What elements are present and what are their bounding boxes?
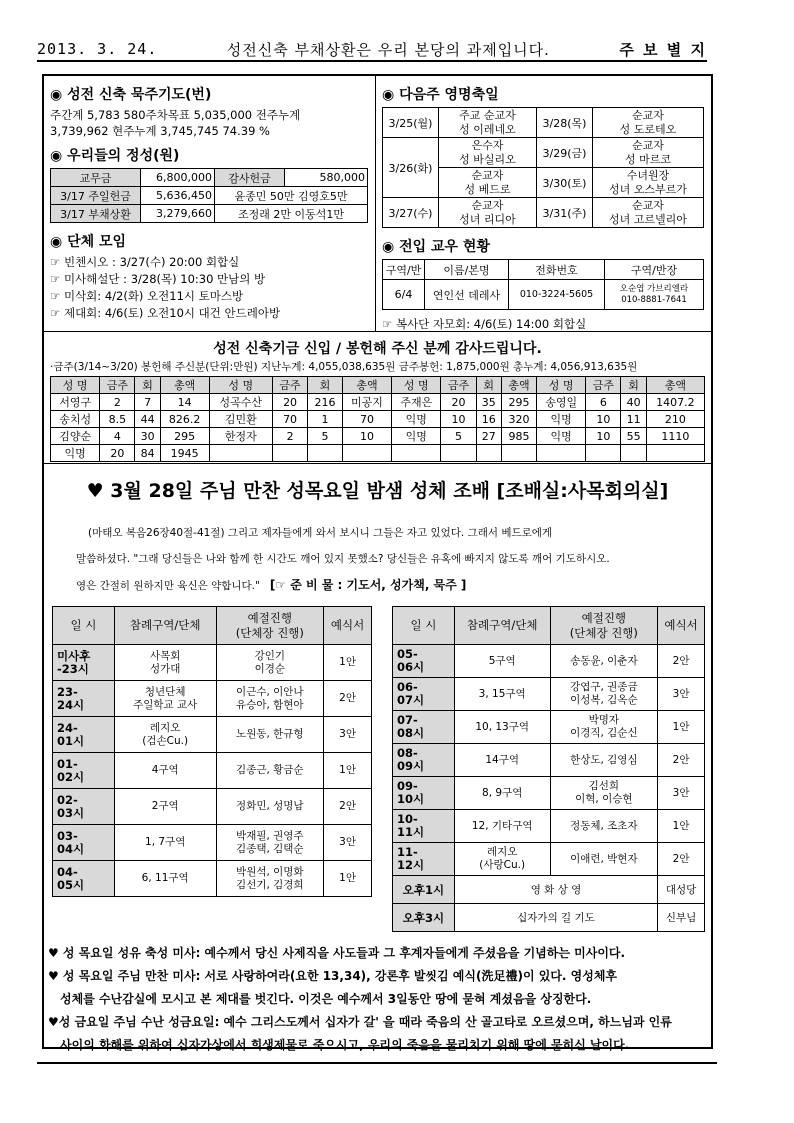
header-slogan: 성전신축 부채상환은 우리 본당의 과제입니다. <box>226 40 550 59</box>
left-info-box <box>44 76 376 332</box>
schedule-time: 23- 24시 <box>53 681 115 717</box>
schedule-cell: 대성당 <box>658 876 705 904</box>
donation-cell: 4 <box>100 428 135 445</box>
offering-cell: 5,636,450 <box>141 187 215 205</box>
donation-cell: 2 <box>100 394 135 411</box>
schedule-cell: 10, 13구역 <box>454 711 550 744</box>
schedule-cell: 1안 <box>324 645 372 681</box>
donation-cell: 210 <box>646 411 704 428</box>
note-line: ♥ 성 목요일 성유 축성 미사: 예수께서 당신 사제직을 사도들과 그 후계자들에게 주셨음을 기념하는 미사이다. <box>48 946 626 960</box>
schedule-cell: 사목회 성가대 <box>114 645 216 681</box>
donation-header: 총액 <box>646 377 704 394</box>
offering-cell: 3,279,660 <box>141 205 215 223</box>
offering-title: ◉ 우리들의 정성(원) <box>50 148 180 164</box>
schedule-cell: 3안 <box>324 717 372 753</box>
altar-server-note: ☞ 복사단 자모회: 4/6(토) 14:00 회합실 <box>382 317 587 331</box>
schedule-cell: 1안 <box>658 810 705 843</box>
schedule-table-right <box>392 606 705 932</box>
donation-header: 회 <box>308 377 343 394</box>
donation-cell: 10 <box>586 411 621 428</box>
groups-title: ◉ 단체 모임 <box>50 234 127 250</box>
schedule-cell: 정동체, 조초자 <box>550 810 658 843</box>
donation-cell: 1110 <box>646 428 704 445</box>
group-item: ☞ 빈첸시오 : 3/27(수) 20:00 회합실 <box>50 255 240 269</box>
schedule-cell: 십자가의 길 기도 <box>454 904 657 932</box>
donation-cell: 826.2 <box>160 411 209 428</box>
schedule-cell: 3, 15구역 <box>454 678 550 711</box>
offering-cell: 3/17 주일헌금 <box>51 187 141 205</box>
group-item: ☞ 제대회: 4/6(토) 오전10시 대건 안드레아방 <box>50 306 281 320</box>
note-line: 성체를 수난감실에 모시고 본 제대를 벗긴다. 이것은 예수께서 3일동안 땅에 묻혀 계셨음을 상징한다. <box>60 992 592 1006</box>
schedule-cell: 이애련, 박현자 <box>550 843 658 876</box>
schedule-time: 08- 09시 <box>393 744 455 777</box>
donation-header: 성 명 <box>537 377 586 394</box>
donation-cell: 10 <box>586 428 621 445</box>
feast-saint: 순교자 성 베드로 <box>439 168 537 198</box>
donation-cell: 1407.2 <box>646 394 704 411</box>
rosary-title: ◉ 성전 신축 묵주기도(번) <box>50 87 212 103</box>
donation-cell: 성곡수산 <box>209 394 272 411</box>
donation-header: 성 명 <box>209 377 272 394</box>
schedule-cell: 5구역 <box>454 645 550 678</box>
schedule-time: 10- 11시 <box>393 810 455 843</box>
donation-cell: 익명 <box>392 428 441 445</box>
donation-cell <box>342 445 391 462</box>
schedule-cell: 이근수, 이안나 유승아, 함현아 <box>216 681 324 717</box>
adoration-title: ♥ 3월 28일 주님 만찬 성목요일 밤샘 성체 조배 [조배실:사목회의실] <box>86 480 669 502</box>
donation-cell: 30 <box>135 428 160 445</box>
donation-header: 총액 <box>342 377 391 394</box>
donation-cell: 40 <box>621 394 646 411</box>
schedule-cell: 2안 <box>324 789 372 825</box>
schedule-time: 04- 05시 <box>53 861 115 897</box>
offering-cell: 조정래 2만 이동석1만 <box>215 205 368 223</box>
feast-date: 3/29(금) <box>537 138 593 168</box>
feast-saint: 순교자 성녀 리디아 <box>439 198 537 228</box>
schedule-header: 참례구역/단체 <box>454 607 550 645</box>
donation-cell: 익명 <box>537 411 586 428</box>
schedule-cell: 한상도, 김영심 <box>550 744 658 777</box>
donation-header: 회 <box>621 377 646 394</box>
donation-header: 회 <box>476 377 501 394</box>
schedule-header: 예식서 <box>324 607 372 645</box>
schedule-cell: 강엽구, 권종금 이성복, 김옥순 <box>550 678 658 711</box>
note-line: ♥ 성 목요일 주님 만찬 미사: 서로 사랑하여라(요한 13,34), 강론후 발씻김 예식(洗足禮)이 있다. 영성체후 <box>48 969 618 983</box>
donation-cell: 익명 <box>392 411 441 428</box>
feast-date: 3/30(토) <box>537 168 593 198</box>
verse-line-3: 영은 간절히 원하지만 육신은 약합니다." <box>76 580 260 592</box>
schedule-cell: 6, 11구역 <box>114 861 216 897</box>
feast-table <box>382 107 704 228</box>
schedule-time: 오후1시 <box>393 876 455 904</box>
feast-date: 3/26(화) <box>383 138 439 198</box>
holy-week-notes <box>48 942 712 1057</box>
transfer-cell: 오순엽 가브리엘라 010-8881-7641 <box>605 280 704 310</box>
schedule-cell: 정화민, 성명남 <box>216 789 324 825</box>
transfer-header: 구역/반장 <box>605 260 704 280</box>
donation-cell: 5 <box>308 428 343 445</box>
schedule-cell: 노원동, 한규형 <box>216 717 324 753</box>
donation-header: 금주 <box>100 377 135 394</box>
donation-header: 회 <box>135 377 160 394</box>
rosary-line-1: 주간계 5,783 580주차목표 5,035,000 전주누계 <box>50 108 301 122</box>
donation-cell: 김양순 <box>51 428 100 445</box>
donation-cell: 35 <box>476 394 501 411</box>
offering-table <box>50 168 368 223</box>
donation-cell: 익명 <box>537 428 586 445</box>
feast-date: 3/25(월) <box>383 108 439 138</box>
schedule-cell: 신부님 <box>658 904 705 932</box>
offering-cell: 580,000 <box>285 169 368 187</box>
schedule-cell: 2안 <box>324 681 372 717</box>
donation-cell: 295 <box>160 428 209 445</box>
transfer-title: ◉ 전입 교우 현황 <box>382 239 490 255</box>
schedule-header: 일 시 <box>393 607 455 645</box>
note-line: 사이의 화해를 위하여 십자가상에서 희생제물로 죽으시고, 우리의 죽음을 물리치기 위해 땅에 묻히신 날이다. <box>60 1038 630 1052</box>
donation-summary: ·금주(3/14~3/20) 봉헌해 주신분(단위:만원) 지난누계: 4,055,038,635원 금주봉헌: 1,875,000원 총누계: 4,056,913,635원 <box>50 361 638 373</box>
schedule-cell: 박원석, 이명화 김선기, 김경희 <box>216 861 324 897</box>
schedule-cell: 박재필, 권영주 김종택, 김택순 <box>216 825 324 861</box>
schedule-header: 예절진행 (단체장 진행) <box>216 607 324 645</box>
donation-cell: 주재은 <box>392 394 441 411</box>
schedule-cell: 1안 <box>324 861 372 897</box>
feast-date: 3/28(목) <box>537 108 593 138</box>
rosary-line-2: 3,739,962 현주누계 3,745,745 74.39 % <box>50 124 270 138</box>
schedule-time: 01- 02시 <box>53 753 115 789</box>
feast-date: 3/31(주) <box>537 198 593 228</box>
donation-header: 성 명 <box>51 377 100 394</box>
donation-cell <box>586 445 621 462</box>
verse-line-2: 말씀하셨다. "그래 당신들은 나와 함께 한 시간도 깨어 있지 못했소? 당신들은 유혹에 빠지지 않도록 깨어 기도하시오. <box>76 553 610 565</box>
offering-cell: 3/17 부채상환 <box>51 205 141 223</box>
donation-cell <box>273 445 308 462</box>
donation-cell: 20 <box>100 445 135 462</box>
schedule-header: 일 시 <box>53 607 115 645</box>
donation-cell <box>308 445 343 462</box>
schedule-cell: 김종근, 황금순 <box>216 753 324 789</box>
schedule-time: 09- 10시 <box>393 777 455 810</box>
donation-cell: 서영구 <box>51 394 100 411</box>
donation-cell <box>537 445 586 462</box>
transfer-cell: 연인선 데레사 <box>425 280 509 310</box>
donation-header: 금주 <box>441 377 476 394</box>
schedule-cell: 1안 <box>324 753 372 789</box>
donation-cell <box>646 445 704 462</box>
schedule-cell: 박명자 이경직, 김순신 <box>550 711 658 744</box>
schedule-time: 미사후 -23시 <box>53 645 115 681</box>
donation-cell: 익명 <box>51 445 100 462</box>
feast-saint: 순교자 성 마르코 <box>593 138 704 168</box>
donation-cell: 295 <box>501 394 536 411</box>
donation-cell: 985 <box>501 428 536 445</box>
note-line: ♥성 금요일 주님 수난 성금요일: 예수 그리스도께서 십자가 갈' 을 때라 죽음의 산 골고타로 오르셨으며, 하느님과 인류 <box>48 1015 672 1029</box>
donation-cell: 14 <box>160 394 209 411</box>
schedule-cell: 2구역 <box>114 789 216 825</box>
schedule-header: 예식서 <box>658 607 705 645</box>
feast-saint: 주교 순교자 성 이레네오 <box>439 108 537 138</box>
transfer-header: 구역/반 <box>383 260 425 280</box>
donation-cell: 8.5 <box>100 411 135 428</box>
schedule-cell: 12, 기타구역 <box>454 810 550 843</box>
offering-cell: 감사헌금 <box>215 169 285 187</box>
schedule-cell: 김선희 이혁, 이승현 <box>550 777 658 810</box>
schedule-cell: 2안 <box>658 843 705 876</box>
schedule-cell: 3안 <box>324 825 372 861</box>
donation-cell: 1 <box>308 411 343 428</box>
transfer-table <box>382 259 704 310</box>
schedule-cell: 1안 <box>658 711 705 744</box>
feast-saint: 순교자 성녀 고르넬리아 <box>593 198 704 228</box>
offering-cell: 6,800,000 <box>141 169 215 187</box>
transfer-cell: 6/4 <box>383 280 425 310</box>
donation-cell: 송영일 <box>537 394 586 411</box>
donation-cell <box>476 445 501 462</box>
donation-cell: 55 <box>621 428 646 445</box>
schedule-cell: 영 화 상 영 <box>454 876 657 904</box>
schedule-cell: 강인기 이경순 <box>216 645 324 681</box>
donation-cell <box>501 445 536 462</box>
preparation-items: [☞ 준 비 물 : 기도서, 성가책, 묵주 ] <box>269 578 467 592</box>
donation-header: 금주 <box>273 377 308 394</box>
donation-cell: 16 <box>476 411 501 428</box>
donation-header: 성 명 <box>392 377 441 394</box>
transfer-header: 이름/본명 <box>425 260 509 280</box>
transfer-header: 전화번호 <box>509 260 605 280</box>
donation-cell: 7 <box>135 394 160 411</box>
donation-cell: 10 <box>342 428 391 445</box>
donation-cell: 216 <box>308 394 343 411</box>
donation-cell: 송치성 <box>51 411 100 428</box>
group-item: ☞ 미삭회: 4/2(화) 오전11시 토마스방 <box>50 289 244 303</box>
donation-cell: 한정자 <box>209 428 272 445</box>
donation-cell: 84 <box>135 445 160 462</box>
donation-cell <box>392 445 441 462</box>
schedule-time: 02- 03시 <box>53 789 115 825</box>
donation-header: 총액 <box>160 377 209 394</box>
schedule-time: 11- 12시 <box>393 843 455 876</box>
donation-cell: 1945 <box>160 445 209 462</box>
schedule-time: 06- 07시 <box>393 678 455 711</box>
feast-title: ◉ 다음주 영명축일 <box>382 87 499 103</box>
donation-cell: 2 <box>273 428 308 445</box>
schedule-cell: 8, 9구역 <box>454 777 550 810</box>
page-header <box>37 38 707 62</box>
donation-cell: 20 <box>441 394 476 411</box>
schedule-cell: 3안 <box>658 678 705 711</box>
donation-cell: 김민환 <box>209 411 272 428</box>
donation-cell: 20 <box>273 394 308 411</box>
gospel-verse <box>76 520 686 599</box>
right-info-box <box>376 76 711 332</box>
donation-cell: 70 <box>273 411 308 428</box>
donation-cell: 44 <box>135 411 160 428</box>
bulletin-frame <box>42 74 713 1052</box>
donation-cell: 70 <box>342 411 391 428</box>
donation-cell: 27 <box>476 428 501 445</box>
group-item: ☞ 미사해설단 : 3/28(목) 10:30 만남의 방 <box>50 272 266 286</box>
schedule-header: 참례구역/단체 <box>114 607 216 645</box>
schedule-time: 오후3시 <box>393 904 455 932</box>
donation-cell: 6 <box>586 394 621 411</box>
donation-cell: 5 <box>441 428 476 445</box>
schedule-cell: 14구역 <box>454 744 550 777</box>
schedule-time: 05- 06시 <box>393 645 455 678</box>
schedule-cell: 레지오 (검손Cu.) <box>114 717 216 753</box>
donation-cell <box>441 445 476 462</box>
donation-cell: 320 <box>501 411 536 428</box>
schedule-header: 예절진행 (단체장 진행) <box>550 607 658 645</box>
schedule-time: 07- 08시 <box>393 711 455 744</box>
schedule-cell: 송동윤, 이춘자 <box>550 645 658 678</box>
offering-cell: 교무금 <box>51 169 141 187</box>
transfer-cell: 010-3224-5605 <box>509 280 605 310</box>
donation-cell: 10 <box>441 411 476 428</box>
feast-saint: 은수자 성 바실리오 <box>439 138 537 168</box>
schedule-time: 03- 04시 <box>53 825 115 861</box>
schedule-cell: 3안 <box>658 777 705 810</box>
schedule-table-left <box>52 606 372 897</box>
section-label: 주 보 별 지 <box>619 40 707 59</box>
schedule-cell: 청년단체 주일학교 교사 <box>114 681 216 717</box>
footer-rule <box>37 1062 717 1064</box>
donation-cell: 미공지 <box>342 394 391 411</box>
schedule-cell: 2안 <box>658 744 705 777</box>
schedule-cell: 1, 7구역 <box>114 825 216 861</box>
donation-cell <box>209 445 272 462</box>
feast-saint: 수녀원장 성녀 오스부르가 <box>593 168 704 198</box>
donation-cell: 11 <box>621 411 646 428</box>
verse-line-1: (마태오 복음26장40절-41절) 그리고 제자들에게 와서 보시니 그들은 자고 있었다. 그래서 베드로에게 <box>88 527 553 539</box>
feast-date: 3/27(수) <box>383 198 439 228</box>
bulletin-date: 2013. 3. 24. <box>37 40 158 58</box>
schedule-cell: 4구역 <box>114 753 216 789</box>
donation-header: 총액 <box>501 377 536 394</box>
feast-saint: 순교자 성 도로테오 <box>593 108 704 138</box>
schedule-time: 24- 01시 <box>53 717 115 753</box>
schedule-cell: 레지오 (사랑Cu.) <box>454 843 550 876</box>
schedule-cell: 2안 <box>658 645 705 678</box>
donation-title: 성전 신축기금 신입 / 봉헌해 주신 분께 감사드립니다. <box>213 341 542 357</box>
offering-cell: 윤종민 50만 김영호5만 <box>215 187 368 205</box>
donation-table <box>50 376 705 462</box>
donation-cell <box>621 445 646 462</box>
donation-section <box>44 332 711 464</box>
donation-header: 금주 <box>586 377 621 394</box>
